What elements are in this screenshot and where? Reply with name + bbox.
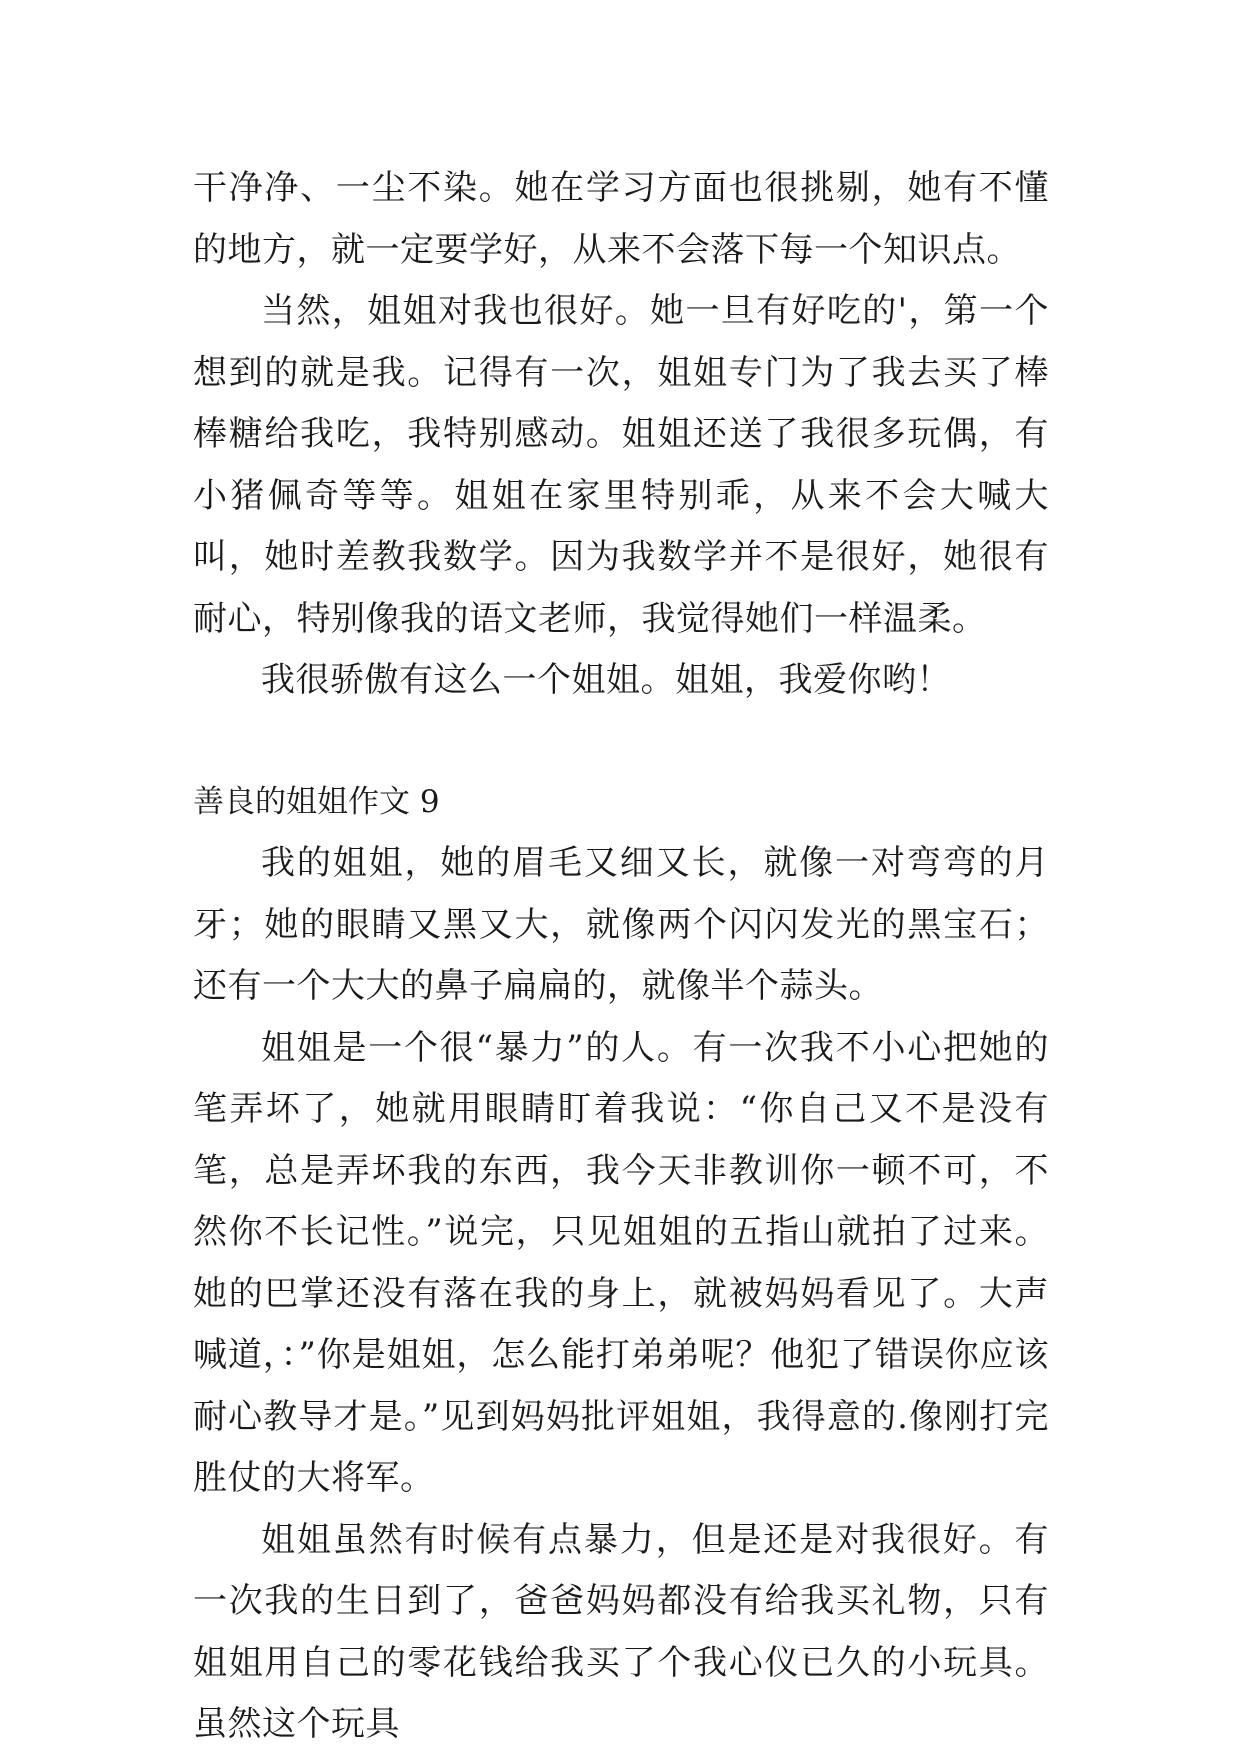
paragraph: 当然，姐姐对我也很好。她一旦有好吃的'，第一个想到的就是我。记得有一次，姐姐专门为了我去买了棒棒糖给我吃，我特别感动。姐姐还送了我很多玩偶，有小猪佩奇等等。姐姐在家里特别乖，从来不会大喊大叫，她时差教我数学。因为我数学并不是很好，她很有耐心，特别像我的语文老师，我觉得她们一样温柔。: [193, 291, 1049, 639]
paragraph: 我的姐姐，她的眉毛又细又长，就像一对弯弯的月牙；她的眼睛又黑又大，就像两个闪闪发光的黑宝石；还有一个大大的鼻子扁扁的，就像半个蒜头。: [193, 843, 1049, 1006]
section-title: 善良的姐姐作文 9: [193, 783, 440, 820]
section-spacer: [193, 712, 1049, 772]
paragraph: 我很骄傲有这么一个姐姐。姐姐，我爱你哟！: [261, 660, 951, 700]
paragraph: 姐姐是一个很“暴力”的人。有一次我不小心把她的笔弄坏了，她就用眼睛盯着我说：“你自己又不是没有笔，总是弄坏我的东西，我今天非教训你一顿不可，不然你不长记性。”说完，只见姐姐的五指山就拍了过来。她的巴掌还没有落在我的身上，就被妈妈看见了。大声喊道，：”你是姐姐，怎么能打弟弟呢？他犯了错误你应该耐心教导才是。”见到妈妈批评姐姐，我得意的.像刚打完胜仗的大将军。: [193, 1027, 1049, 1498]
document-body: [193, 158, 1049, 1756]
paragraph-continued: 干净净、一尘不染。她在学习方面也很挑剔，她有不懂的地方，就一定要学好，从来不会落下每一个知识点。: [193, 168, 1049, 270]
paragraph: 姐姐虽然有时候有点暴力，但是还是对我很好。有一次我的生日到了，爸爸妈妈都没有给我买礼物，只有姐姐用自己的零花钱给我买了个我心仪已久的小玩具。虽然这个玩具: [193, 1519, 1049, 1744]
